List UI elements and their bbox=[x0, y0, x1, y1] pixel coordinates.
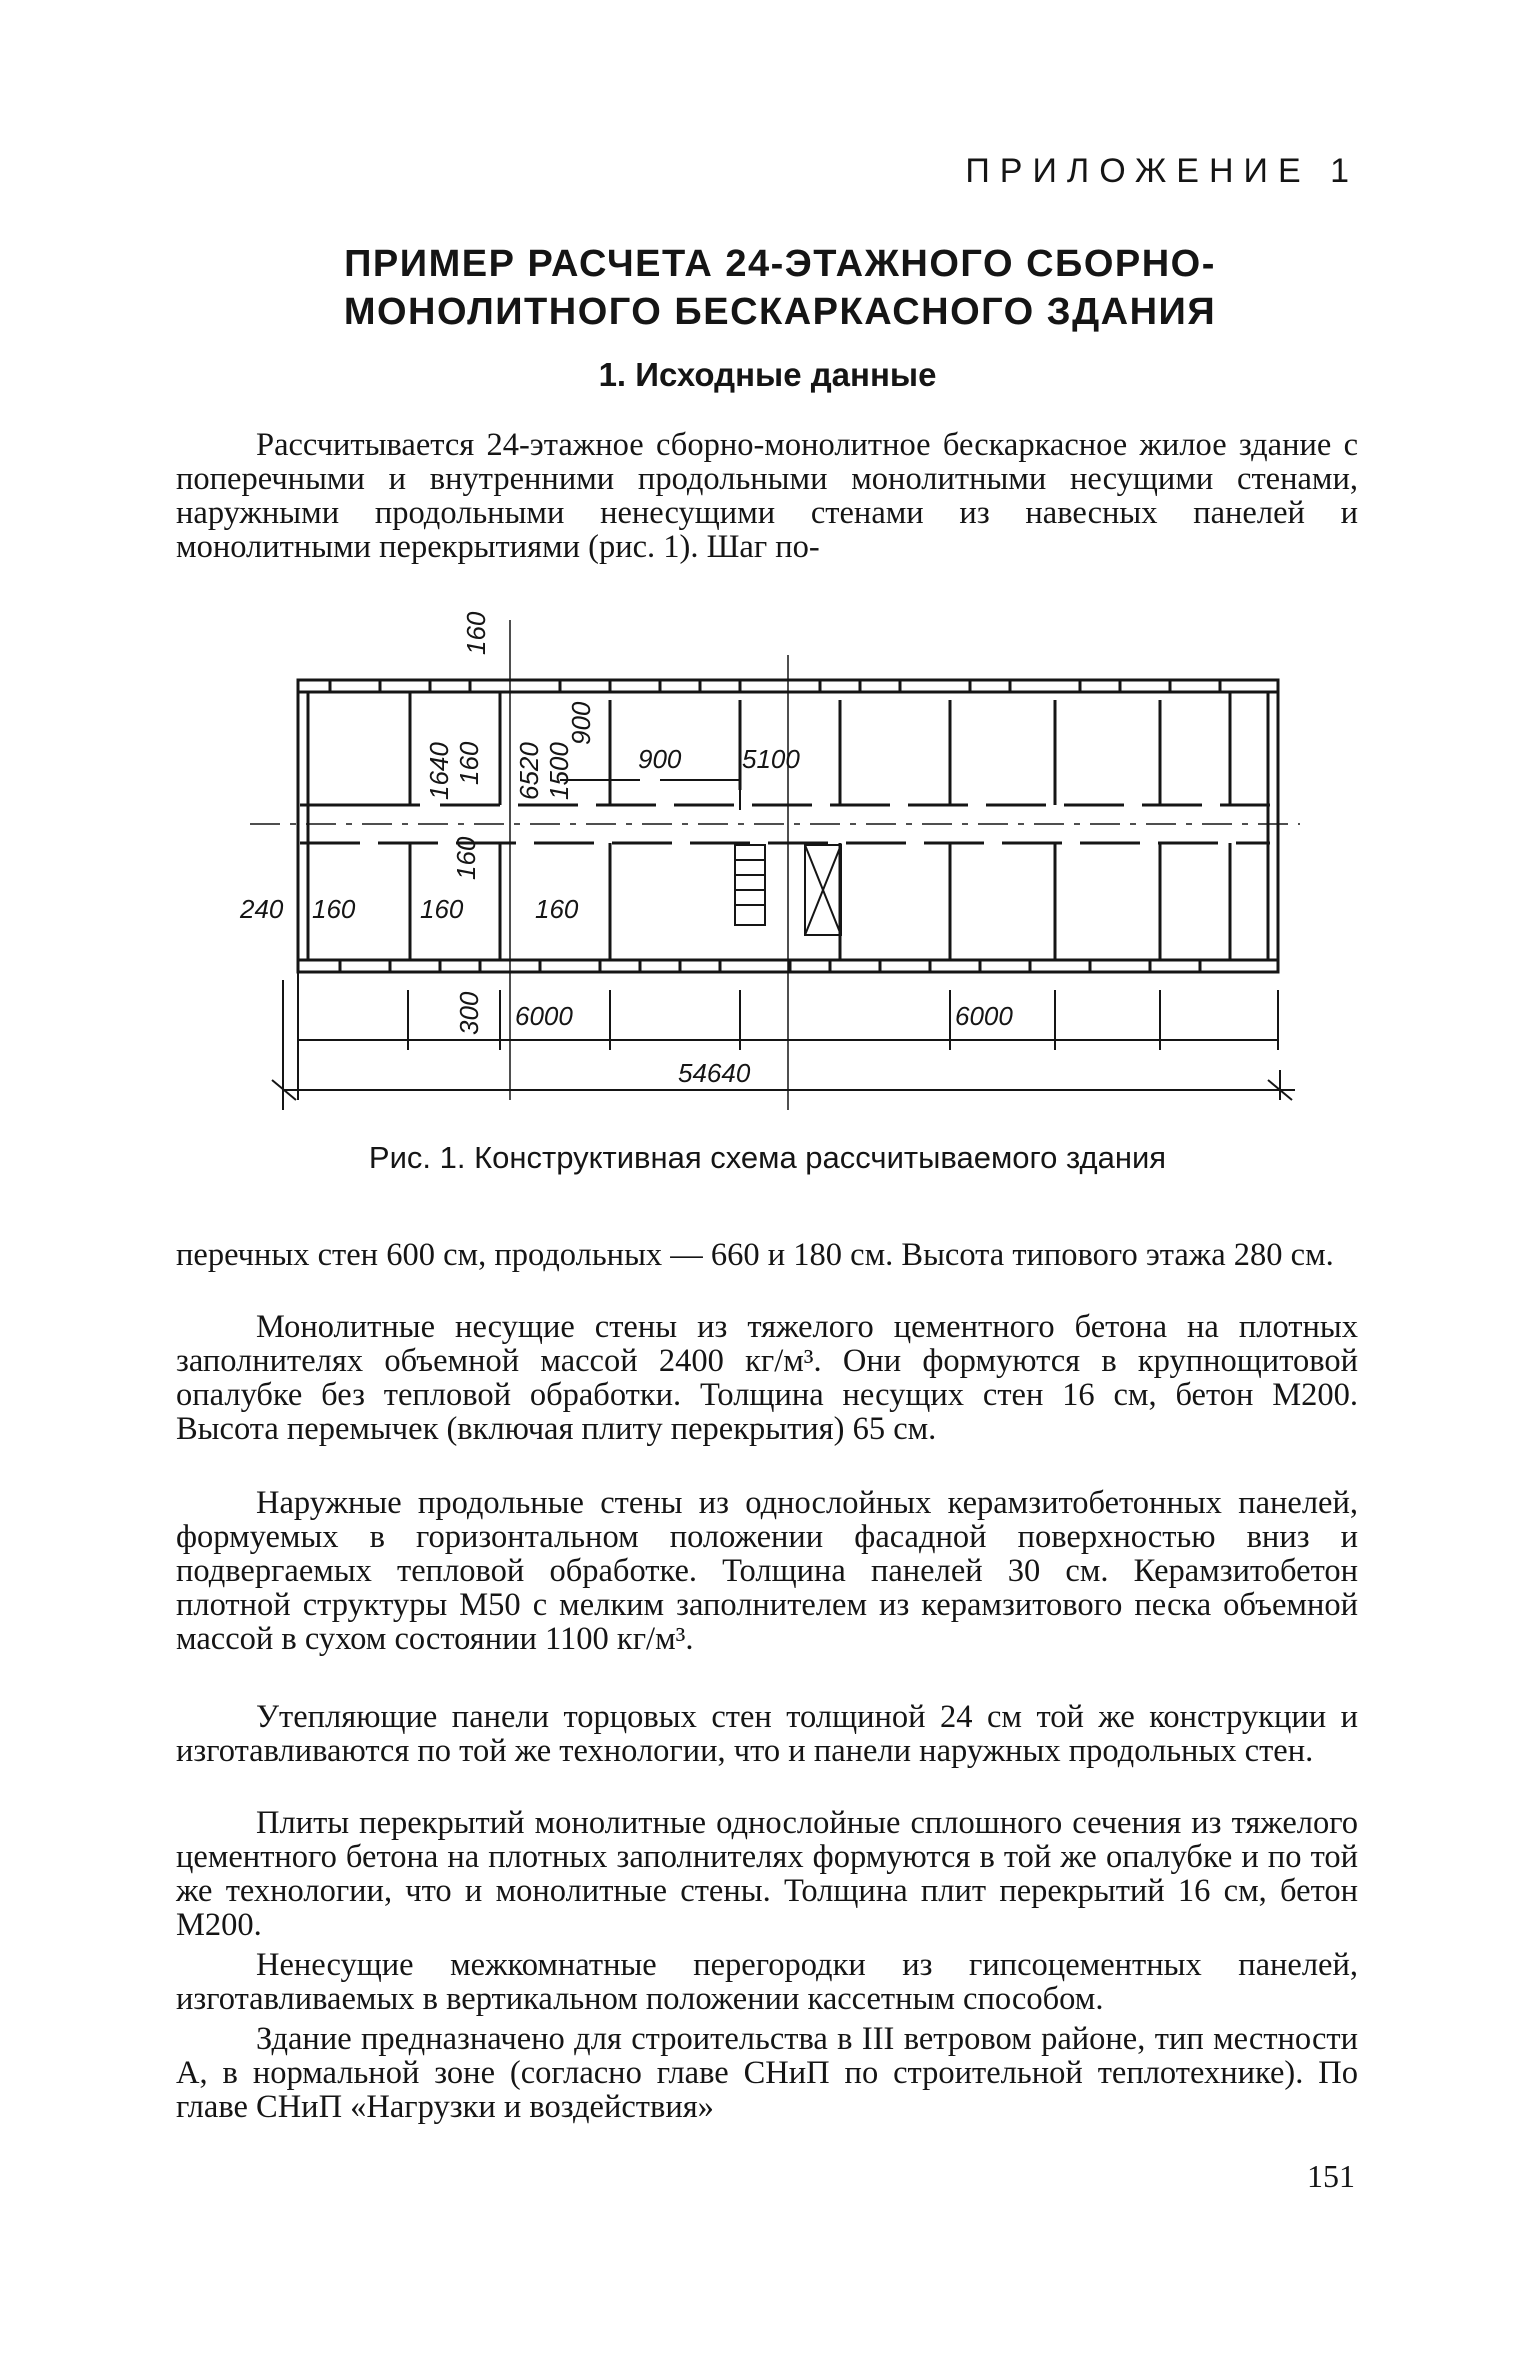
left-end-wall bbox=[298, 692, 308, 960]
elevator-shaft bbox=[805, 845, 841, 935]
paragraph-8: Здание предназначено для строительства в III ветровом районе, тип местности А, в нормальной зоне (согласно главе СНиП по строительной теплотехнике). По главе СНиП «Нагрузки и воздействия» bbox=[176, 2021, 1358, 2125]
dim-6000-a: 6000 bbox=[515, 1001, 573, 1031]
dim-6000-b: 6000 bbox=[955, 1001, 1013, 1031]
cross-walls-lower bbox=[410, 843, 1230, 960]
dim-6520: 6520 bbox=[514, 742, 544, 800]
dim-160-top: 160 bbox=[461, 611, 491, 655]
dim-5100: 5100 bbox=[742, 744, 800, 774]
paragraph-2: перечных стен 600 см, продольных — 660 и 180 см. Высота типового этажа 280 см. bbox=[176, 1237, 1334, 1273]
paragraph-5: Утепляющие панели торцовых стен толщиной 24 см той же конструкции и изготавливаются по той же технологии, что и панели наружных продольных стен. bbox=[176, 1699, 1358, 1769]
dim-54640: 54640 bbox=[678, 1058, 751, 1088]
dim-160-1: 160 bbox=[312, 894, 356, 924]
dim-160-3: 160 bbox=[535, 894, 579, 924]
figure-caption: Рис. 1. Конструктивная схема рассчитываемого здания bbox=[368, 1140, 1167, 1175]
dim-1500: 1500 bbox=[544, 742, 574, 800]
paragraph-1: Рассчитывается 24-этажное сборно-монолитное бескаркасное жилое здание с поперечными и внутренними продольными монолитными несущими стенами, наружными продольными ненесущими стенами из навесных панелей и монолитными перекрытиями (рис. 1). Шаг по- bbox=[176, 427, 1358, 565]
dim-900: 900 bbox=[638, 744, 682, 774]
corridor-walls bbox=[250, 805, 1300, 843]
plan-drawing bbox=[250, 620, 1300, 1110]
right-end-wall bbox=[1268, 692, 1278, 960]
paragraph-6: Плиты перекрытий монолитные однослойные сплошного сечения из тяжелого цементного бетона на плотных заполнителях формуются в той же опалубке и по той же технологии, что и монолитные стены. Толщина плит перекрытий 16 см, бетон М200. bbox=[176, 1805, 1358, 1943]
dim-160-b: 160 bbox=[451, 836, 481, 880]
dim-900-vertical: 900 bbox=[566, 701, 596, 745]
appendix-label: ПРИЛОЖЕНИЕ 1 bbox=[965, 152, 1359, 190]
structural-plan-figure bbox=[0, 0, 1535, 1130]
paragraph-3: Монолитные несущие стены из тяжелого цементного бетона на плотных заполнителях объемной массой 2400 кг/м³. Они формуются в крупнощитовой опалубке без тепловой обработки. Толщина несущих стен 16 см, бетон М200. Высота перемычек (включая плиту перекрытия) 65 см. bbox=[176, 1309, 1358, 1447]
dim-160-a: 160 bbox=[454, 741, 484, 785]
stairwell bbox=[735, 845, 765, 925]
paragraph-7: Ненесущие межкомнатные перегородки из гипсоцементных панелей, изготавливаемых в вертикальном положении кассетным способом. bbox=[176, 1947, 1358, 2017]
title-line-1: ПРИМЕР РАСЧЕТА 24-ЭТАЖНОГО СБОРНО- bbox=[344, 243, 1216, 285]
section-heading: 1. Исходные данные bbox=[598, 356, 937, 393]
title-line-2: МОНОЛИТНОГО БЕСКАРКАСНОГО ЗДАНИЯ bbox=[343, 291, 1217, 333]
dim-240: 240 bbox=[240, 894, 284, 924]
dim-1640: 1640 bbox=[424, 742, 454, 800]
dim-300: 300 bbox=[454, 991, 484, 1035]
dimension-lines bbox=[272, 970, 1295, 1110]
paragraph-4: Наружные продольные стены из однослойных керамзитобетонных панелей, формуемых в горизонтальном положении фасадной поверхностью вниз и подвергаемых тепловой обработке. Толщина панелей 30 см. Керамзитобетон плотной структуры М50 с мелким заполнителем из керамзитового песка объемной массой в сухом состоянии 1100 кг/м³. bbox=[176, 1485, 1358, 1657]
dim-160-2: 160 bbox=[420, 894, 464, 924]
page-number: 151 bbox=[1307, 2158, 1355, 2194]
